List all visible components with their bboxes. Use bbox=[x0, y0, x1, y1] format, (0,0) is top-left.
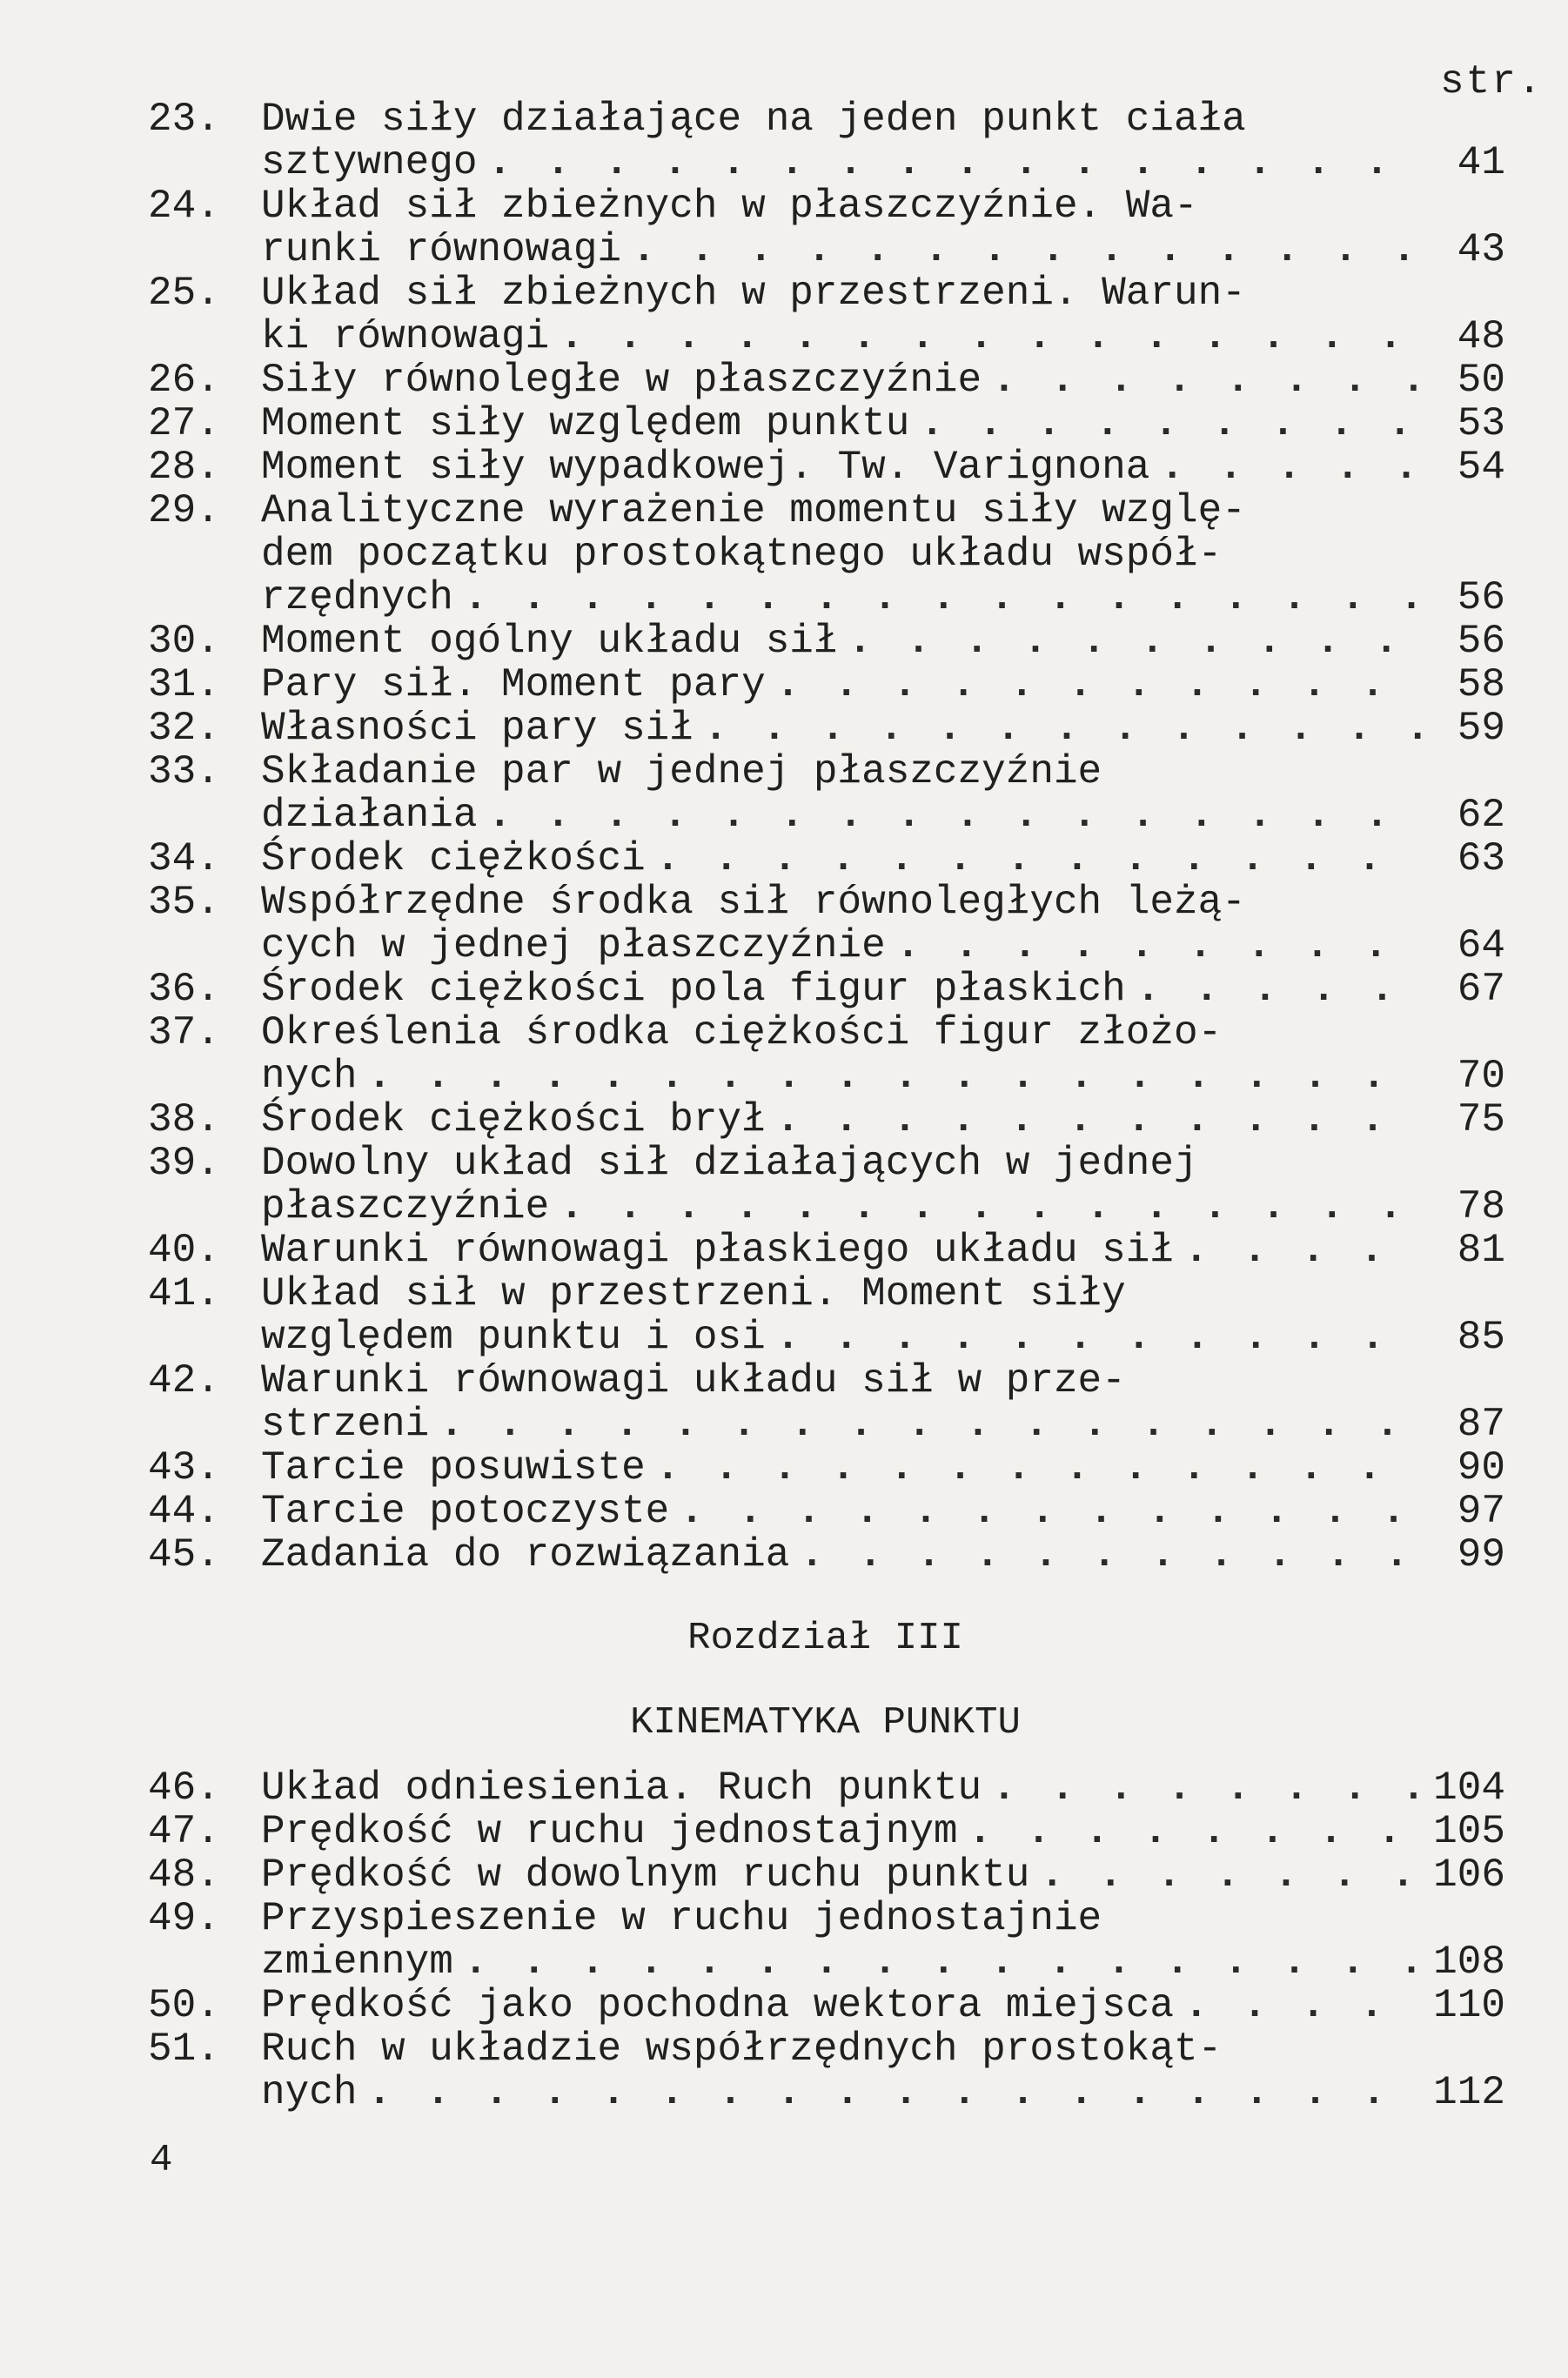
toc-entry-text: Dowolny układ sił działających w jednej bbox=[261, 1141, 1198, 1186]
toc-entry-text: Określenia środka ciężkości figur złożo- bbox=[261, 1010, 1223, 1055]
toc-entry-page: 58 bbox=[1457, 662, 1505, 707]
toc-entry-number: 37. bbox=[148, 1010, 220, 1055]
toc-entry-page: 97 bbox=[1457, 1489, 1505, 1534]
dot-leader bbox=[776, 1098, 1421, 1142]
dot-leader bbox=[992, 358, 1421, 402]
toc-entry bbox=[148, 184, 1505, 271]
toc-entry-number: 35. bbox=[148, 880, 220, 925]
toc-entry bbox=[148, 1533, 1505, 1577]
toc-entry-text: płaszczyźnie bbox=[261, 1184, 550, 1229]
toc-entry-text: Moment ogólny układu sił bbox=[261, 619, 838, 664]
toc-entry-number: 46. bbox=[148, 1765, 220, 1811]
toc-entry bbox=[148, 1098, 1505, 1142]
toc-entry-text: strzeni bbox=[261, 1402, 430, 1447]
toc-entry bbox=[148, 97, 1505, 184]
dot-leader bbox=[560, 1185, 1421, 1229]
dot-leader bbox=[439, 1403, 1421, 1446]
dot-leader bbox=[680, 1490, 1421, 1533]
toc-entry bbox=[148, 489, 1505, 620]
toc-entry bbox=[148, 1897, 1505, 1984]
toc-entry-number: 28. bbox=[148, 445, 220, 490]
toc-entry-text: Tarcie potoczyste bbox=[261, 1489, 670, 1534]
toc-entry bbox=[148, 1229, 1505, 1272]
toc-entry-page: 67 bbox=[1457, 967, 1505, 1012]
dot-leader bbox=[656, 837, 1421, 881]
chapter-subtitle: KINEMATYKA PUNKTU bbox=[630, 1701, 1021, 1745]
toc-entry bbox=[148, 968, 1505, 1011]
toc-entry-number: 48. bbox=[148, 1852, 220, 1898]
toc-entry-text: Moment siły względem punktu bbox=[261, 401, 910, 446]
toc-entry bbox=[148, 620, 1505, 663]
toc-entry-number: 25. bbox=[148, 271, 220, 316]
toc-entry-text: cych w jednej płaszczyźnie bbox=[261, 923, 886, 968]
toc-entry-page: 104 bbox=[1433, 1765, 1505, 1811]
toc-entry bbox=[148, 445, 1505, 489]
toc-entry-page: 64 bbox=[1457, 923, 1505, 968]
page-column-label: str. bbox=[1440, 59, 1544, 104]
dot-leader bbox=[1136, 968, 1421, 1011]
toc-entry-number: 34. bbox=[148, 836, 220, 881]
toc-entry-number: 40. bbox=[148, 1228, 220, 1273]
toc-entry-text: Środek ciężkości brył bbox=[261, 1097, 766, 1142]
dot-leader bbox=[367, 2071, 1421, 2114]
toc-entry-page: 54 bbox=[1457, 445, 1505, 490]
toc-entry-text: runki równowagi bbox=[261, 227, 622, 272]
toc-entry-page: 110 bbox=[1433, 1983, 1505, 2028]
dot-leader bbox=[992, 1766, 1421, 1810]
toc-entry-text: Analityczne wyrażenie momentu siły wzglę- bbox=[261, 488, 1246, 533]
toc-entry-text: Środek ciężkości pola figur płaskich bbox=[261, 967, 1126, 1012]
toc-entry-page: 78 bbox=[1457, 1184, 1505, 1229]
toc-entry-page: 43 bbox=[1457, 227, 1505, 272]
toc-entry-text: Przyspieszenie w ruchu jednostajnie bbox=[261, 1896, 1102, 1941]
toc-entry-text: ki równowagi bbox=[261, 314, 550, 359]
toc-entry-number: 29. bbox=[148, 488, 220, 533]
toc-entry-text: Warunki równowagi płaskiego układu sił bbox=[261, 1228, 1174, 1273]
toc-entry bbox=[148, 2027, 1505, 2114]
toc-entry bbox=[148, 663, 1505, 707]
toc-entry-number: 38. bbox=[148, 1097, 220, 1142]
toc-entry-text: Ruch w układzie współrzędnych prostokąt- bbox=[261, 2026, 1223, 2072]
dot-leader bbox=[487, 141, 1421, 184]
dot-leader bbox=[464, 1940, 1421, 1984]
toc-entry bbox=[148, 707, 1505, 750]
page-number: 4 bbox=[150, 2139, 173, 2182]
toc-entry-number: 36. bbox=[148, 967, 220, 1012]
toc-entry-text: Pary sił. Moment pary bbox=[261, 662, 766, 707]
toc-entry bbox=[148, 358, 1505, 402]
toc-entry bbox=[148, 1810, 1505, 1853]
dot-leader bbox=[632, 228, 1421, 271]
toc-entry-text: Współrzędne środka sił równoległych leżą- bbox=[261, 880, 1246, 925]
toc-entry bbox=[148, 1011, 1505, 1098]
toc-entry-text: zmiennym bbox=[261, 1939, 453, 1985]
toc-entry-text: rzędnych bbox=[261, 575, 453, 620]
toc-entry-number: 26. bbox=[148, 358, 220, 403]
dot-leader bbox=[968, 1810, 1421, 1853]
table-of-contents-section-a bbox=[148, 97, 1505, 1577]
toc-entry-page: 48 bbox=[1457, 314, 1505, 359]
toc-entry-text: Dwie siły działające na jeden punkt ciała bbox=[261, 97, 1246, 142]
toc-entry-page: 59 bbox=[1457, 706, 1505, 751]
toc-entry-page: 56 bbox=[1457, 575, 1505, 620]
toc-entry bbox=[148, 271, 1505, 358]
toc-entry bbox=[148, 1359, 1505, 1446]
chapter-title: Rozdział III bbox=[687, 1617, 963, 1660]
toc-entry-page: 105 bbox=[1433, 1809, 1505, 1854]
toc-entry bbox=[148, 1490, 1505, 1533]
table-of-contents-section-b bbox=[148, 1766, 1505, 2114]
toc-entry-number: 49. bbox=[148, 1896, 220, 1941]
toc-entry bbox=[148, 1272, 1505, 1359]
toc-entry-number: 23. bbox=[148, 97, 220, 142]
dot-leader bbox=[1040, 1853, 1421, 1897]
toc-entry-number: 47. bbox=[148, 1809, 220, 1854]
toc-entry-number: 30. bbox=[148, 619, 220, 664]
toc-entry-number: 43. bbox=[148, 1445, 220, 1490]
toc-entry-text: sztywnego bbox=[261, 140, 478, 185]
toc-entry-text: Układ sił zbieżnych w przestrzeni. Warun- bbox=[261, 271, 1246, 316]
dot-leader bbox=[1184, 1229, 1421, 1272]
toc-entry-number: 42. bbox=[148, 1358, 220, 1403]
toc-entry-text: Układ sił w przestrzeni. Moment siły bbox=[261, 1271, 1126, 1316]
toc-entry-page: 87 bbox=[1457, 1402, 1505, 1447]
dot-leader bbox=[776, 1316, 1421, 1359]
toc-entry-text: dem początku prostokątnego układu współ- bbox=[261, 532, 1223, 577]
toc-entry-text: nych bbox=[261, 1054, 358, 1099]
dot-leader bbox=[1160, 445, 1421, 489]
toc-entry-text: nych bbox=[261, 2070, 358, 2115]
dot-leader bbox=[920, 402, 1421, 445]
toc-entry-text: Układ odniesienia. Ruch punktu bbox=[261, 1765, 982, 1811]
toc-entry-page: 85 bbox=[1457, 1315, 1505, 1360]
toc-entry-page: 106 bbox=[1433, 1852, 1505, 1898]
toc-entry-text: Siły równoległe w płaszczyźnie bbox=[261, 358, 982, 403]
toc-entry-page: 75 bbox=[1457, 1097, 1505, 1142]
toc-entry-page: 50 bbox=[1457, 358, 1505, 403]
toc-entry-page: 56 bbox=[1457, 619, 1505, 664]
toc-entry bbox=[148, 1766, 1505, 1810]
toc-entry-text: Zadania do rozwiązania bbox=[261, 1532, 790, 1578]
dot-leader bbox=[800, 1533, 1421, 1577]
toc-entry bbox=[148, 402, 1505, 445]
toc-entry bbox=[148, 1984, 1505, 2027]
dot-leader bbox=[560, 315, 1421, 358]
toc-entry-number: 31. bbox=[148, 662, 220, 707]
toc-entry-text: Składanie par w jednej płaszczyźnie bbox=[261, 749, 1102, 794]
toc-entry-number: 51. bbox=[148, 2026, 220, 2072]
toc-entry-number: 39. bbox=[148, 1141, 220, 1186]
dot-leader bbox=[776, 663, 1421, 707]
toc-entry bbox=[148, 881, 1505, 968]
toc-entry-number: 32. bbox=[148, 706, 220, 751]
toc-entry-page: 70 bbox=[1457, 1054, 1505, 1099]
toc-entry-text: Prędkość w dowolnym ruchu punktu bbox=[261, 1852, 1030, 1898]
toc-entry-number: 50. bbox=[148, 1983, 220, 2028]
toc-entry-text: Tarcie posuwiste bbox=[261, 1445, 646, 1490]
toc-entry-page: 81 bbox=[1457, 1228, 1505, 1273]
dot-leader bbox=[367, 1055, 1421, 1098]
toc-entry-text: względem punktu i osi bbox=[261, 1315, 766, 1360]
toc-entry-page: 112 bbox=[1433, 2070, 1505, 2115]
dot-leader bbox=[1184, 1984, 1421, 2027]
toc-entry-text: Prędkość w ruchu jednostajnym bbox=[261, 1809, 958, 1854]
dot-leader bbox=[487, 794, 1421, 837]
toc-entry-page: 41 bbox=[1457, 140, 1505, 185]
toc-entry-page: 53 bbox=[1457, 401, 1505, 446]
toc-entry bbox=[148, 750, 1505, 837]
toc-entry-number: 45. bbox=[148, 1532, 220, 1578]
toc-entry-text: Prędkość jako pochodna wektora miejsca bbox=[261, 1983, 1174, 2028]
toc-entry bbox=[148, 837, 1505, 881]
toc-entry bbox=[148, 1142, 1505, 1229]
toc-entry-number: 33. bbox=[148, 749, 220, 794]
toc-entry-number: 41. bbox=[148, 1271, 220, 1316]
toc-entry-page: 62 bbox=[1457, 793, 1505, 838]
toc-entry-page: 90 bbox=[1457, 1445, 1505, 1490]
toc-entry-text: Układ sił zbieżnych w płaszczyźnie. Wa- bbox=[261, 184, 1198, 229]
toc-entry-text: Moment siły wypadkowej. Tw. Varignona bbox=[261, 445, 1150, 490]
toc-entry-number: 44. bbox=[148, 1489, 220, 1534]
toc-entry-text: działania bbox=[261, 793, 478, 838]
toc-entry bbox=[148, 1446, 1505, 1490]
toc-entry-number: 27. bbox=[148, 401, 220, 446]
toc-entry-page: 108 bbox=[1433, 1939, 1505, 1985]
dot-leader bbox=[704, 707, 1421, 750]
dot-leader bbox=[896, 924, 1421, 968]
toc-entry-number: 24. bbox=[148, 184, 220, 229]
toc-entry-text: Środek ciężkości bbox=[261, 836, 646, 881]
dot-leader bbox=[848, 620, 1421, 663]
toc-entry-text: Warunki równowagi układu sił w prze- bbox=[261, 1358, 1126, 1403]
toc-entry bbox=[148, 1853, 1505, 1897]
dot-leader bbox=[464, 576, 1421, 620]
toc-entry-page: 63 bbox=[1457, 836, 1505, 881]
toc-entry-text: Własności pary sił bbox=[261, 706, 694, 751]
dot-leader bbox=[656, 1446, 1421, 1490]
toc-entry-page: 99 bbox=[1457, 1532, 1505, 1578]
